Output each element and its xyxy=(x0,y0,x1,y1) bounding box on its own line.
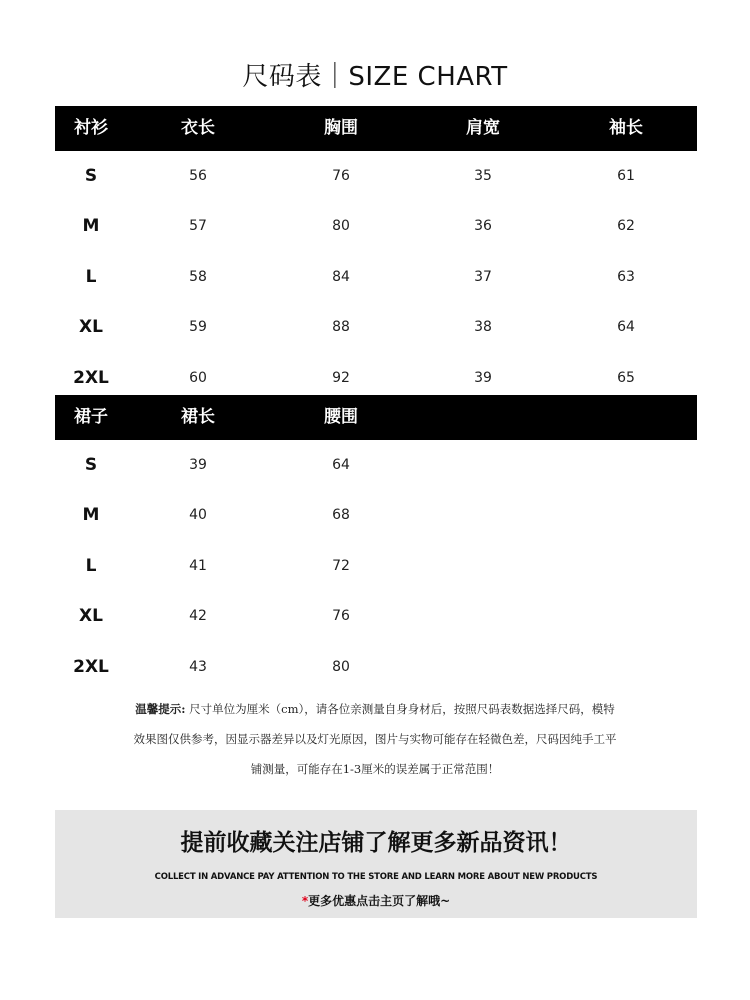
cell-value: 63 xyxy=(617,268,635,285)
table-row xyxy=(55,490,697,540)
size-note xyxy=(110,694,640,784)
shirt-size-table xyxy=(55,106,697,403)
cell-value: 72 xyxy=(332,557,350,574)
header-sleeve: 袖长 xyxy=(609,118,643,138)
banner-headline: 提前收藏关注店铺了解更多新品资讯！ xyxy=(180,830,572,856)
page-title: 尺码表｜SIZE CHART xyxy=(242,62,508,92)
cell-value: 60 xyxy=(189,369,207,386)
cell-value: 92 xyxy=(332,369,350,386)
size-label: M xyxy=(82,216,100,237)
table-row xyxy=(55,541,697,591)
table-row xyxy=(55,591,697,641)
cell-value: 37 xyxy=(474,268,492,285)
size-label: 2XL xyxy=(73,656,109,677)
cell-value: 42 xyxy=(189,608,207,625)
shirt-table-header xyxy=(55,106,697,151)
cell-value: 58 xyxy=(189,268,207,285)
cell-value: 41 xyxy=(189,557,207,574)
cell-value: 64 xyxy=(617,319,635,336)
note-lead: 温馨提示: xyxy=(135,702,186,716)
table-row xyxy=(55,201,697,251)
size-label: XL xyxy=(79,317,103,338)
cell-value: 61 xyxy=(617,168,635,184)
table-row xyxy=(55,302,697,352)
note-line-1 xyxy=(110,694,640,724)
table-row xyxy=(55,642,697,692)
follow-store-banner xyxy=(55,810,697,918)
size-label: S xyxy=(84,166,98,186)
table-row xyxy=(55,252,697,302)
header-shirt: 衬衫 xyxy=(74,118,108,138)
cell-value: 38 xyxy=(474,319,492,336)
cell-value: 36 xyxy=(474,218,492,235)
header-shoulder: 肩宽 xyxy=(466,118,500,138)
banner-sub-text: 更多优惠点击主页了解哦~ xyxy=(308,894,451,908)
note-text-1: 尺寸单位为厘米（cm），请各位亲测量自身身材后，按照尺码表数据选择尺码，模特 xyxy=(189,702,615,716)
size-label: L xyxy=(85,555,97,576)
note-line-2: 效果图仅供参考，因显示器差异以及灯光原因，图片与实物可能存在轻微色差，尺码因纯手工平 xyxy=(133,732,617,746)
header-waist: 腰围 xyxy=(324,407,358,427)
cell-value: 76 xyxy=(332,168,350,184)
cell-value: 76 xyxy=(332,608,350,625)
cell-value: 56 xyxy=(189,168,207,184)
size-label: M xyxy=(82,505,100,526)
table-row xyxy=(55,151,697,201)
cell-value: 62 xyxy=(617,218,635,235)
size-label: S xyxy=(84,455,98,475)
header-chest: 胸围 xyxy=(324,118,358,138)
note-line-3: 铺测量，可能存在1-3厘米的误差属于正常范围！ xyxy=(250,762,500,776)
skirt-size-table xyxy=(55,395,697,692)
cell-value: 64 xyxy=(332,457,350,473)
cell-value: 59 xyxy=(189,319,207,336)
cell-value: 57 xyxy=(189,218,207,235)
table-row xyxy=(55,440,697,490)
cell-value: 80 xyxy=(332,658,350,675)
size-label: XL xyxy=(79,606,103,627)
cell-value: 65 xyxy=(617,369,635,386)
asterisk-icon: * xyxy=(301,894,309,908)
header-skirt-length: 裙长 xyxy=(181,407,215,427)
cell-value: 80 xyxy=(332,218,350,235)
size-label: L xyxy=(85,266,97,287)
cell-value: 35 xyxy=(474,168,492,184)
banner-english: COLLECT IN ADVANCE PAY ATTENTION TO THE STORE AND LEARN MORE ABOUT NEW PRODUCTS xyxy=(154,872,598,882)
cell-value: 39 xyxy=(189,457,207,473)
cell-value: 39 xyxy=(474,369,492,386)
cell-value: 40 xyxy=(189,507,207,524)
cell-value: 43 xyxy=(189,658,207,675)
banner-subline xyxy=(55,892,697,909)
size-label: 2XL xyxy=(73,367,109,388)
header-length: 衣长 xyxy=(181,118,215,138)
cell-value: 68 xyxy=(332,507,350,524)
cell-value: 84 xyxy=(332,268,350,285)
skirt-table-header xyxy=(55,395,697,440)
header-skirt: 裙子 xyxy=(74,407,108,427)
cell-value: 88 xyxy=(332,319,350,336)
